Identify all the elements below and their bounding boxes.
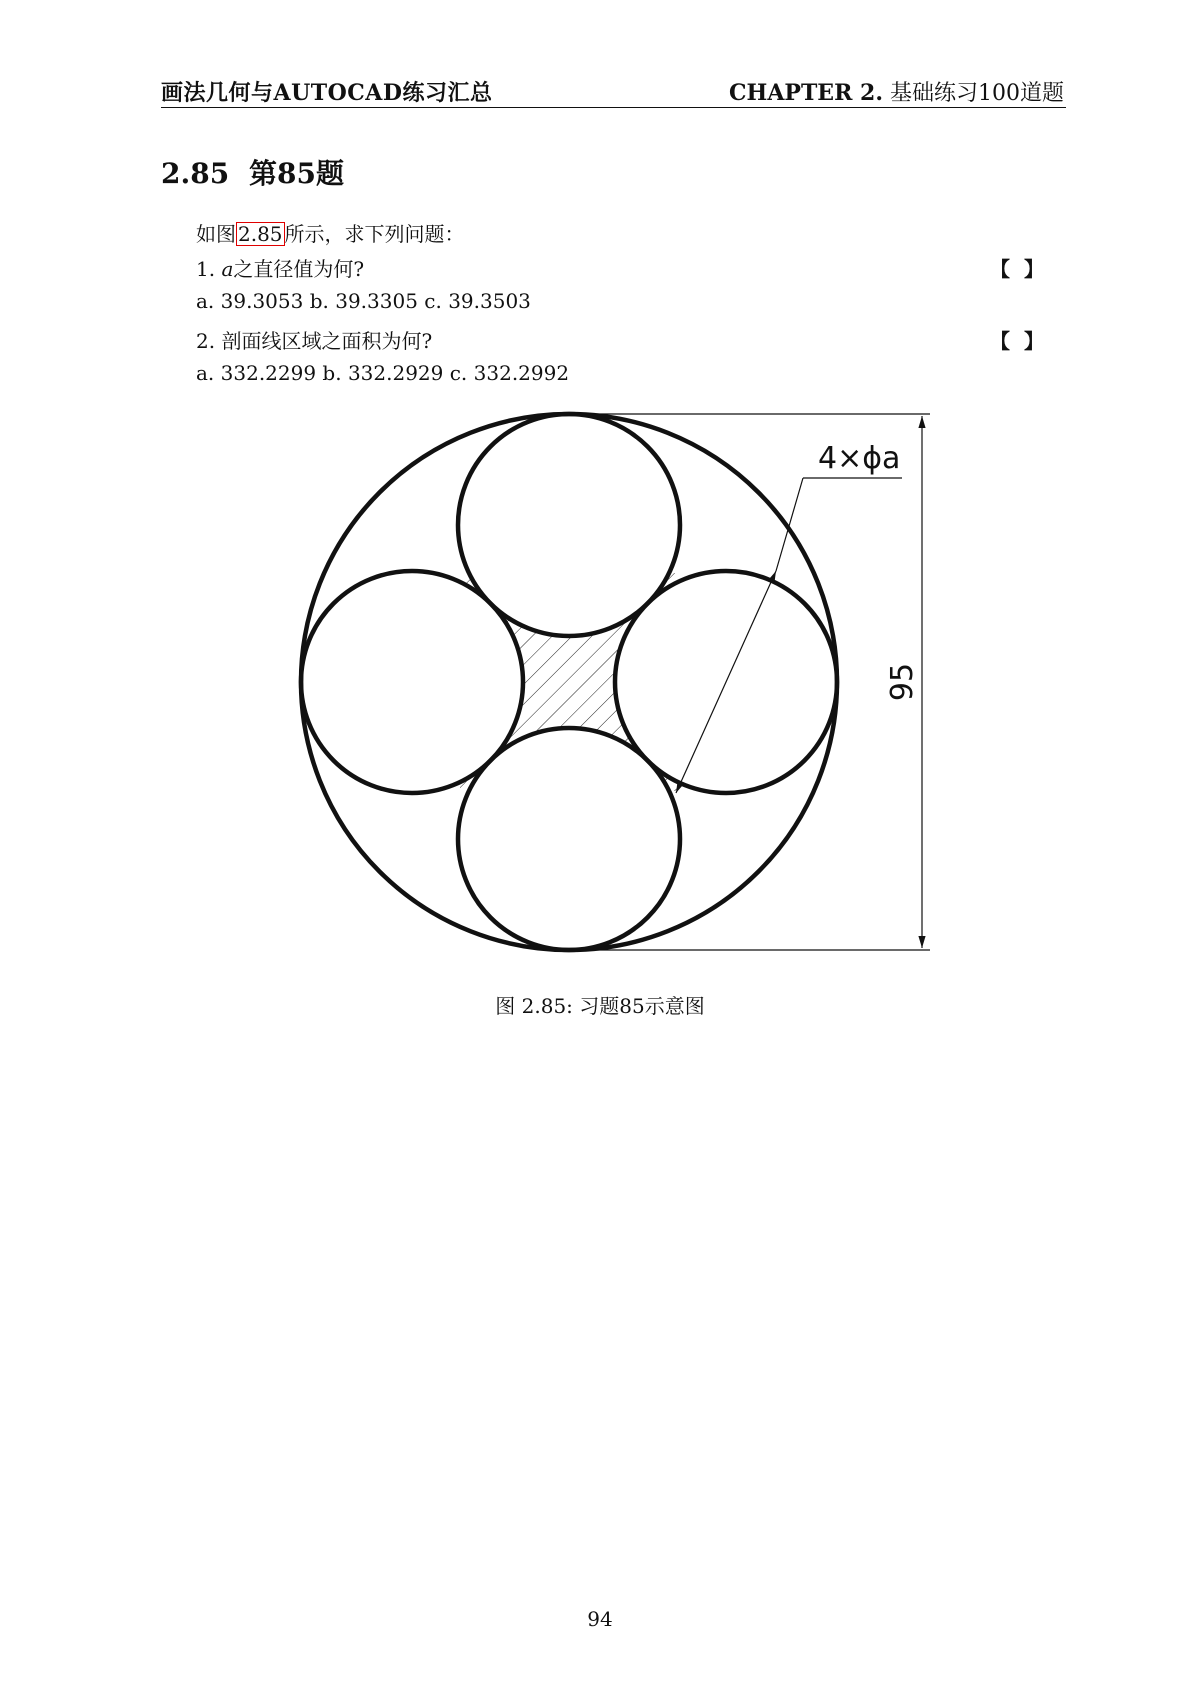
book-title: 画法几何与AUTOCAD练习汇总 xyxy=(161,80,493,106)
intro-prefix: 如图 xyxy=(196,222,236,246)
height-dimension-label: 95 xyxy=(885,662,920,702)
answer-bracket-1[interactable]: 【】 xyxy=(990,257,1058,281)
section-number: 2.85 xyxy=(161,157,230,190)
question-number: 1. xyxy=(196,257,216,281)
diameter-dimension-label: 4×ϕa xyxy=(818,441,901,476)
page-number: 94 xyxy=(587,1607,613,1631)
question-number: 2. xyxy=(196,329,216,353)
question-2-options: a. 332.2299 b. 332.2929 c. 332.2992 xyxy=(196,361,570,385)
chapter-label: CHAPTER 2. xyxy=(729,80,883,106)
answer-bracket-2[interactable]: 【】 xyxy=(990,329,1058,353)
question-text: 剖面线区域之面积为何? xyxy=(221,329,433,353)
figure-ref-link[interactable]: 2.85 xyxy=(238,222,283,246)
section-name: 第85题 xyxy=(249,157,344,190)
hatched-region xyxy=(301,414,837,950)
question-1-options: a. 39.3053 b. 39.3305 c. 39.3503 xyxy=(196,289,531,313)
figure-caption: 图 2.85: 习题85示意图 xyxy=(495,994,705,1018)
chapter-title: 基础练习100道题 xyxy=(890,81,1064,106)
intro-suffix: 所示，求下列问题： xyxy=(284,222,465,246)
question-variable: a xyxy=(221,257,234,281)
question-text: 之直径值为何? xyxy=(233,257,365,281)
